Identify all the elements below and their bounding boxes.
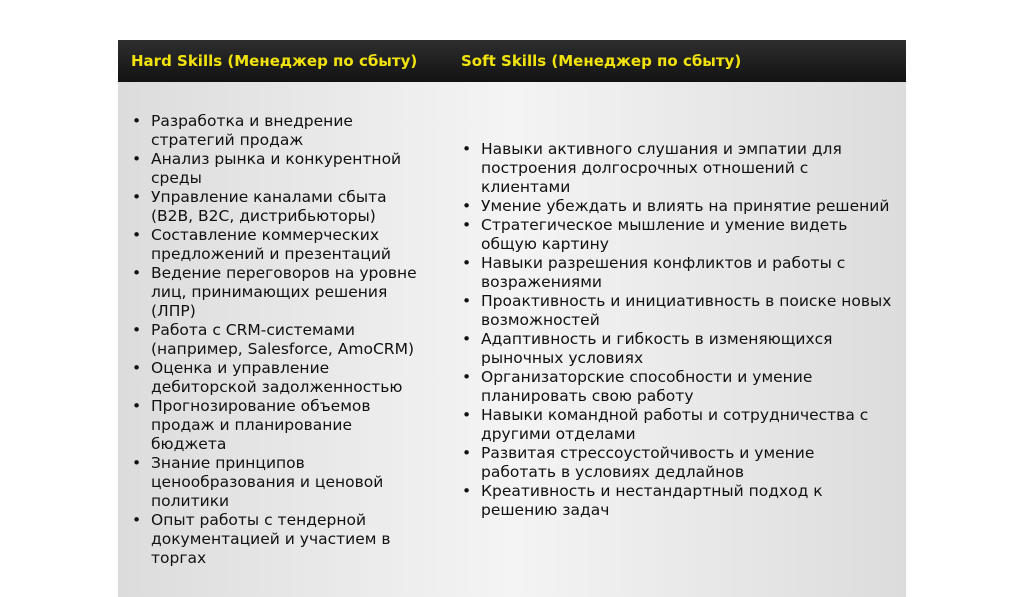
table-body (118, 82, 906, 597)
list-item: • Навыки активного слушания и эмпатии для построения долгосрочных отношений с клиентами (462, 140, 892, 197)
list-item: • Ведение переговоров на уровне лиц, принимающих решения (ЛПР) (132, 264, 432, 321)
list-item: • Организаторские способности и умение планировать свою работу (462, 368, 892, 406)
list-item: • Прогнозирование объемов продаж и планирование бюджета (132, 397, 432, 454)
soft-skills-header: Soft Skills (Менеджер по сбыту) (461, 52, 742, 70)
list-item: • Навыки командной работы и сотрудничества с другими отделами (462, 406, 892, 444)
list-item: • Умение убеждать и влиять на принятие решений (462, 197, 892, 216)
table-header (118, 40, 906, 82)
soft-skills-list (462, 140, 892, 520)
list-item: • Оценка и управление дебиторской задолженностью (132, 359, 432, 397)
list-item: • Адаптивность и гибкость в изменяющихся рыночных условиях (462, 330, 892, 368)
hard-skills-header: Hard Skills (Менеджер по сбыту) (131, 52, 418, 70)
list-item: • Разработка и внедрение стратегий продаж (132, 112, 432, 150)
skills-table (118, 40, 906, 597)
list-item: • Развитая стрессоустойчивость и умение работать в условиях дедлайнов (462, 444, 892, 482)
list-item: • Составление коммерческих предложений и презентаций (132, 226, 432, 264)
list-item: • Проактивность и инициативность в поиске новых возможностей (462, 292, 892, 330)
list-item: • Знание принципов ценообразования и ценовой политики (132, 454, 432, 511)
hard-skills-list (132, 112, 432, 568)
list-item: • Управление каналами сбыта (B2B, B2C, дистрибьюторы) (132, 188, 432, 226)
list-item: • Стратегическое мышление и умение видеть общую картину (462, 216, 892, 254)
list-item: • Работа с CRM-системами (например, Salesforce, AmoCRM) (132, 321, 432, 359)
list-item: • Опыт работы с тендерной документацией и участием в торгах (132, 511, 432, 568)
list-item: • Анализ рынка и конкурентной среды (132, 150, 432, 188)
list-item: • Навыки разрешения конфликтов и работы с возражениями (462, 254, 892, 292)
list-item: • Креативность и нестандартный подход к решению задач (462, 482, 892, 520)
